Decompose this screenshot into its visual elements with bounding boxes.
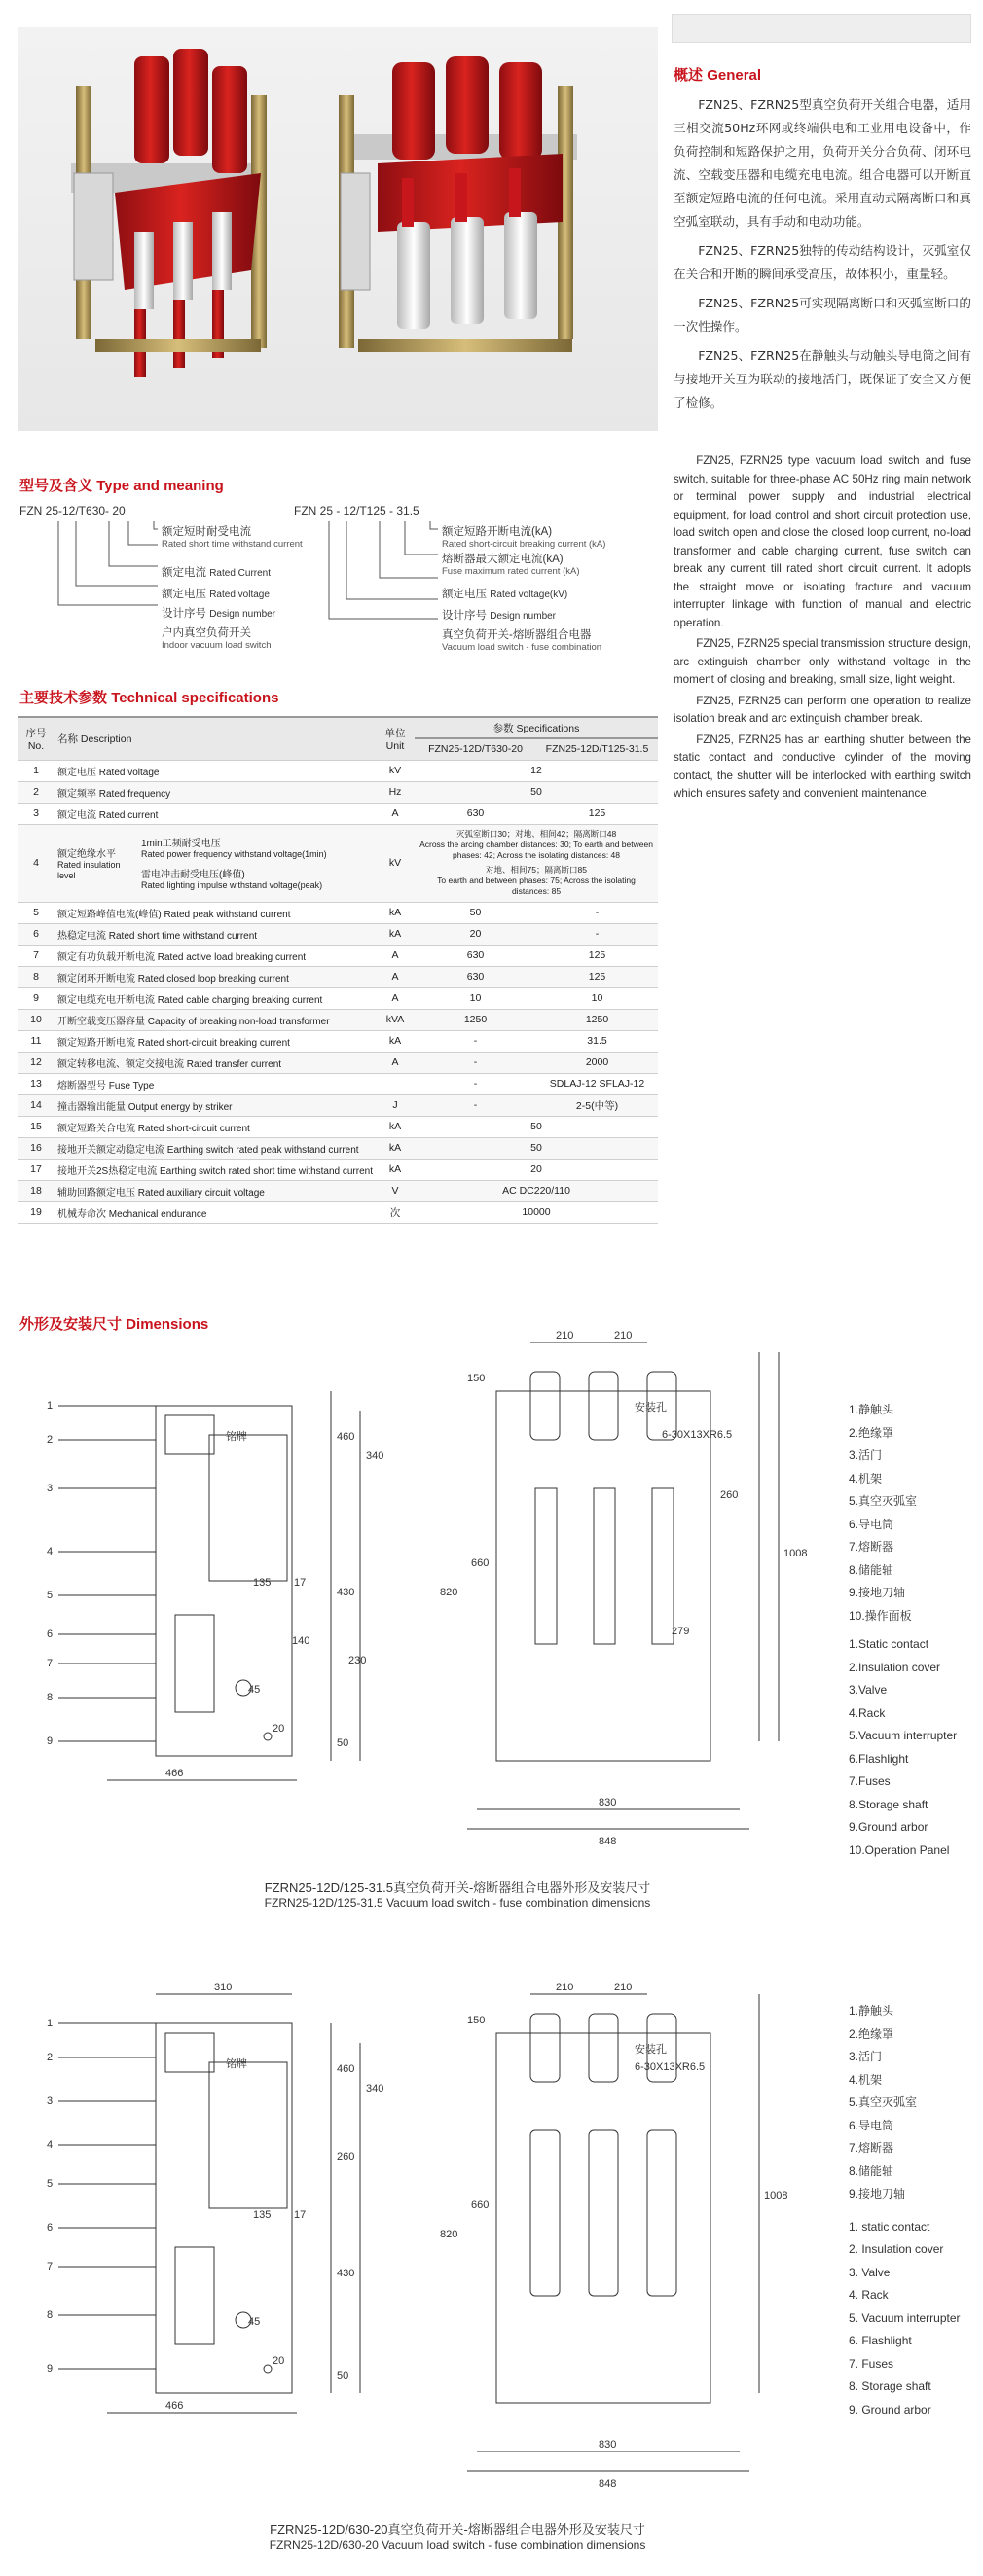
table-row [18, 803, 658, 824]
col-no: 序号 No. [18, 717, 55, 760]
legend-item: 2.绝缘罩 [849, 1425, 894, 1440]
dim-label: 660 [471, 1557, 490, 1569]
table-row [18, 1180, 658, 1201]
dim-label: 460 [337, 2063, 355, 2075]
row-unit: A [376, 803, 415, 824]
dim-label: 210 [556, 1330, 574, 1342]
row-name: 额定闭环开断电流 Rated closed loop breaking current [55, 966, 376, 987]
table-row [18, 781, 658, 803]
col-model-2: FZN25-12D/T125-31.5 [536, 738, 658, 760]
table-row [18, 1073, 658, 1094]
legend-item: 10.操作面板 [849, 1608, 912, 1623]
row-name: 额定电缆充电开断电流 Rated cable charging breaking current [55, 987, 376, 1009]
overview-cn-paragraph: FZN25、FZRN25在静触头与动触头导电筒之间有与接地开关互为联动的接地活门，既保证了安全又方便了检修。 [674, 348, 971, 410]
row-value: 50 [415, 781, 658, 803]
type-meaning-title-cn: 型号及含义 [19, 478, 93, 494]
switch-unit-left [71, 49, 267, 377]
row-value-2: 2-5(中等) [536, 1094, 658, 1116]
caption-en: FZRN25-12D/125-31.5 Vacuum load switch - fuse combination dimensions [264, 1896, 651, 1910]
svg-text:3: 3 [47, 2095, 54, 2107]
row-unit: kA [376, 1159, 415, 1180]
svg-text:9: 9 [47, 2363, 54, 2375]
svg-text:7: 7 [47, 1658, 54, 1669]
row-value: 10000 [415, 1201, 658, 1223]
overview-en-paragraph: FZN25, FZRN25 has an earthing shutter between the static contact and conductive cylinder of the moving contact, the shutter will be interlocked with earthing switch which ensures safety and convenient maintenance. [674, 733, 971, 800]
table-row [18, 1137, 658, 1159]
dim-label: 660 [471, 2200, 490, 2211]
dim-label: 260 [337, 2151, 355, 2163]
table-row-insulation [18, 824, 658, 902]
table-row [18, 1116, 658, 1137]
legend-item: 3.活门 [849, 2050, 883, 2063]
row-unit: kA [376, 902, 415, 923]
table-row [18, 1094, 658, 1116]
row-name: 热稳定电流 Rated short time withstand current [55, 923, 376, 945]
row-value: 20 [415, 1159, 658, 1180]
dim-label: 45 [248, 2316, 261, 2328]
row-name: 辅助回路额定电压 Rated auxiliary circuit voltage [55, 1180, 376, 1201]
row-value-1: 20 [415, 923, 536, 945]
row-name: 接地开关额定动稳定电流 Earthing switch rated peak withstand current [55, 1137, 376, 1159]
svg-text:6: 6 [47, 1628, 54, 1640]
row-value-1: 630 [415, 945, 536, 966]
table-row [18, 1030, 658, 1052]
type-left-item: 户内真空负荷开关 Indoor vacuum load switch [162, 627, 272, 651]
table-row [18, 902, 658, 923]
legend-item: 6.Flashlight [849, 1751, 909, 1766]
spec-title [19, 687, 278, 707]
dim-label: 20 [273, 2355, 285, 2367]
dim-label: 50 [337, 2370, 349, 2381]
product-photo [18, 27, 658, 431]
caption-cn: FZRN25-12D/125-31.5真空负荷开关-熔断器组合电器外形及安装尺寸 [264, 1880, 651, 1895]
legend-item: 3. Valve [849, 2265, 891, 2279]
row-unit: A [376, 1052, 415, 1073]
row-value-2: 125 [536, 803, 658, 824]
dim-label: 310 [214, 1982, 233, 1993]
row-unit: 次 [376, 1201, 415, 1223]
row-unit: A [376, 987, 415, 1009]
legend-item: 9.接地刀轴 [849, 2187, 906, 2200]
legend-item: 5. Vacuum interrupter [849, 2310, 961, 2325]
general-title-en: General [707, 67, 762, 84]
row-name: 额定电压 Rated voltage [55, 760, 376, 781]
table-row [18, 1009, 658, 1030]
row-value: 12 [415, 760, 658, 781]
legend-item: 3.活门 [849, 1449, 883, 1462]
row-name: 额定电流 Rated current [55, 803, 376, 824]
svg-text:4: 4 [47, 2139, 54, 2151]
header-bar [672, 14, 971, 43]
legend-item: 1.静触头 [849, 1403, 894, 1416]
overview-cn-paragraph: FZN25、FZRN25独特的传动结构设计，灭弧室仅在关合和开断的瞬间承受高压，故体积小，重量轻。 [674, 243, 971, 281]
svg-text:4: 4 [47, 1546, 54, 1557]
general-title [674, 64, 761, 85]
row-value-2: 125 [536, 945, 658, 966]
legend-item: 2.Insulation cover [849, 1660, 941, 1674]
row-unit: A [376, 966, 415, 987]
dim-label: 45 [248, 1684, 261, 1696]
type-left-item: 设计序号 Design number [162, 608, 276, 620]
legend-item: 9.Ground arbor [849, 1820, 928, 1834]
row-name: 接地开关2S热稳定电流 Earthing switch rated short time withstand current [55, 1159, 376, 1180]
row-no: 18 [18, 1180, 55, 1201]
legend-item: 1.静触头 [849, 2004, 894, 2018]
figure-caption-1 [234, 1878, 681, 1910]
table-row [18, 1052, 658, 1073]
svg-text:1: 1 [47, 2018, 54, 2029]
spec-table [18, 716, 658, 1224]
row-value-2: 1250 [536, 1009, 658, 1030]
row-value-2: 2000 [536, 1052, 658, 1073]
dimensions-title [19, 1313, 208, 1334]
overview-en [674, 452, 971, 806]
row-no: 19 [18, 1201, 55, 1223]
dim-label: 848 [599, 2478, 617, 2489]
row-unit: kA [376, 1137, 415, 1159]
legend-item: 4.Rack [849, 1705, 886, 1720]
dim-label: 1008 [783, 1548, 808, 1559]
dim-label: 820 [440, 1587, 458, 1598]
type-meaning-title [19, 475, 224, 495]
row-name: 熔断器型号 Fuse Type [55, 1073, 376, 1094]
table-row [18, 923, 658, 945]
svg-text:3: 3 [47, 1483, 54, 1494]
dim-label: 830 [599, 1797, 617, 1808]
dim-label: 430 [337, 2268, 355, 2279]
dim-label: 848 [599, 1836, 617, 1847]
type-right-item: 额定短路开断电流(kA) Rated short-circuit breaking current (kA) [442, 526, 606, 550]
row-value: 50 [415, 1137, 658, 1159]
caption-cn: FZRN25-12D/630-20真空负荷开关-熔断器组合电器外形及安装尺寸 [270, 2522, 645, 2537]
legend-item: 10.Operation Panel [849, 1843, 950, 1857]
svg-text:7: 7 [47, 2261, 54, 2272]
dim-label: 1008 [764, 2190, 788, 2201]
dim-label: 20 [273, 1723, 285, 1735]
dim-label: 17 [294, 2209, 307, 2221]
row-no: 1 [18, 760, 55, 781]
legend-item: 1. static contact [849, 2219, 930, 2234]
legend-item: 4.机架 [849, 2072, 883, 2087]
row-value-1: - [415, 1073, 536, 1094]
spec-title-cn: 主要技术参数 [19, 690, 108, 706]
table-row [18, 987, 658, 1009]
dim-label: 260 [720, 1489, 739, 1501]
row-no: 2 [18, 781, 55, 803]
row-value: AC DC220/110 [415, 1180, 658, 1201]
type-left-item: 额定电流 Rated Current [162, 567, 272, 579]
type-right-item: 设计序号 Design number [442, 610, 557, 622]
svg-text:9: 9 [47, 1735, 54, 1747]
legend-item: 4. Rack [849, 2288, 889, 2302]
dim-label: 430 [337, 1587, 355, 1598]
row-value-2: SDLAJ-12 SFLAJ-12 [536, 1073, 658, 1094]
row-name: 开断空载变压器容量 Capacity of breaking non-load transformer [55, 1009, 376, 1030]
dim-label: 210 [556, 1982, 574, 1993]
row-no: 13 [18, 1073, 55, 1094]
install-hole-label: 安装孔 [635, 1402, 667, 1413]
spec-table-body [18, 760, 658, 1223]
legend-item: 5.真空灭弧室 [849, 2095, 918, 2109]
table-row [18, 966, 658, 987]
row-no: 4 [18, 824, 55, 902]
col-param: 参数 Specifications [415, 717, 658, 738]
dim-label: 466 [165, 1768, 184, 1779]
caption-en: FZRN25-12D/630-20 Vacuum load switch - fuse combination dimensions [269, 2538, 646, 2552]
row-name: 额定短路开断电流 Rated short-circuit breaking current [55, 1030, 376, 1052]
type-right-item: 额定电压 Rated voltage(kV) [442, 589, 568, 600]
row-no: 10 [18, 1009, 55, 1030]
legend-item: 9.接地刀轴 [849, 1586, 906, 1599]
dim-label: 135 [253, 1577, 272, 1589]
hole-spec-label: 6-30X13XR6.5 [635, 2061, 706, 2073]
row-unit: kVA [376, 1009, 415, 1030]
row-unit: A [376, 945, 415, 966]
row-no: 8 [18, 966, 55, 987]
dim-label: 230 [348, 1655, 367, 1666]
row-no: 12 [18, 1052, 55, 1073]
svg-text:2: 2 [47, 1434, 54, 1446]
legend-item: 8.储能轴 [849, 1562, 894, 1577]
dim-label: 50 [337, 1737, 349, 1749]
legend-item: 7.熔断器 [849, 1540, 894, 1554]
overview-cn-paragraph: FZN25、FZRN25型真空负荷开关组合电器，适用三相交流50Hz环网或终端供电和工业用电设备中，作负荷控制和短路保护之用，负荷开关分合负荷、闭环电流、空载变压器和电缆充电电流。组合电器可以开断直至额定短路电流的任何电流。采用直动式隔离断口和真空弧室联动，具有手动和电动功能。 [674, 97, 971, 229]
row-value-2: 31.5 [536, 1030, 658, 1052]
legend-item: 6.导电筒 [849, 2118, 894, 2132]
figure-caption-2 [234, 2520, 681, 2552]
nameplate-label: 铭牌 [226, 1431, 247, 1443]
dimensions-title-cn: 外形及安装尺寸 [19, 1316, 123, 1333]
row-name: 额定有功负载开断电流 Rated active load breaking current [55, 945, 376, 966]
legend-1 [849, 1399, 957, 1862]
legend-item: 9. Ground arbor [849, 2402, 931, 2416]
type-right-item: 熔断器最大额定电流(kA) Fuse maximum rated current (kA) [442, 554, 580, 577]
nameplate-label: 铭牌 [226, 2058, 247, 2070]
overview-en-paragraph: FZN25, FZRN25 special transmission structure design, arc extinguish chamber only withstand voltage in the moment of closing and breaking, small size, light weight. [674, 637, 971, 686]
row-value: 50 [415, 1116, 658, 1137]
install-hole-label: 安装孔 [635, 2044, 667, 2056]
dim-label: 466 [165, 2400, 184, 2412]
table-row [18, 1201, 658, 1223]
dim-label: 150 [467, 2015, 486, 2026]
row-no: 7 [18, 945, 55, 966]
legend-item: 8. Storage shaft [849, 2379, 931, 2393]
overview-cn-paragraph: FZN25、FZRN25可实现隔离断口和灭弧室断口的一次性操作。 [674, 296, 971, 334]
legend-item: 2.绝缘罩 [849, 2026, 894, 2041]
row-no: 5 [18, 902, 55, 923]
load-switch-illustration [18, 27, 658, 431]
dimension-drawing-1 [39, 1330, 837, 1858]
row-name: 机械寿命次 Mechanical endurance [55, 1201, 376, 1223]
dim-label: 340 [366, 2083, 384, 2094]
legend-item: 8.Storage shaft [849, 1797, 928, 1811]
type-code-right: FZN 25 - 12/T125 - 31.5 [294, 504, 419, 518]
svg-text:6: 6 [47, 2222, 54, 2234]
row-name: 额定绝缘水平 Rated insulation level 1min工频耐受电压 Rated power frequency withstand voltage(1min) 雷电冲击耐受电压(峰值) Rated lighting impulse withstand voltage(peak) [55, 824, 376, 902]
row-no: 16 [18, 1137, 55, 1159]
row-unit: J [376, 1094, 415, 1116]
svg-text:5: 5 [47, 1590, 54, 1601]
dim-label: 140 [292, 1635, 310, 1647]
dim-label: 210 [614, 1330, 633, 1342]
row-value-1: 1250 [415, 1009, 536, 1030]
row-unit: Hz [376, 781, 415, 803]
table-row [18, 945, 658, 966]
type-left-item: 额定短时耐受电流 Rated short time withstand current [162, 526, 303, 550]
type-code-left: FZN 25-12/T630- 20 [19, 504, 126, 518]
row-name: 额定转移电流、额定交接电流 Rated transfer current [55, 1052, 376, 1073]
legend-item: 6.导电筒 [849, 1517, 894, 1531]
overview-cn [674, 93, 971, 420]
type-left-item: 额定电压 Rated voltage [162, 589, 270, 600]
row-no: 14 [18, 1094, 55, 1116]
dim-label: 340 [366, 1450, 384, 1462]
legend-item: 2. Insulation cover [849, 2242, 944, 2256]
row-value-1: - [415, 1094, 536, 1116]
row-value-2: 10 [536, 987, 658, 1009]
legend-item: 8.储能轴 [849, 2164, 894, 2178]
legend-item: 5.Vacuum interrupter [849, 1729, 958, 1742]
svg-text:8: 8 [47, 1692, 54, 1703]
svg-text:8: 8 [47, 2309, 54, 2321]
overview-en-paragraph: FZN25, FZRN25 can perform one operation to realize isolation break and arc extinguish chamber break. [674, 694, 971, 725]
hole-spec-label: 6-30X13XR6.5 [662, 1429, 733, 1441]
row-value-2: - [536, 923, 658, 945]
row-unit: V [376, 1180, 415, 1201]
svg-text:5: 5 [47, 2178, 54, 2190]
col-model-1: FZN25-12D/T630-20 [415, 738, 536, 760]
type-right-item: 真空负荷开关-熔断器组合电器 Vacuum load switch - fuse combination [442, 629, 602, 653]
dim-label: 135 [253, 2209, 272, 2221]
dimensions-title-en: Dimensions [126, 1316, 209, 1333]
row-no: 15 [18, 1116, 55, 1137]
row-name: 额定短路关合电流 Rated short-circuit current [55, 1116, 376, 1137]
dim-label: 830 [599, 2439, 617, 2451]
legend-item: 3.Valve [849, 1683, 888, 1697]
row-value-2: - [536, 902, 658, 923]
legend-item: 5.真空灭弧室 [849, 1494, 918, 1508]
svg-text:2: 2 [47, 2052, 54, 2063]
table-row [18, 1159, 658, 1180]
row-unit: kV [376, 824, 415, 902]
row-value-1: - [415, 1030, 536, 1052]
dim-label: 820 [440, 2229, 458, 2240]
dim-label: 279 [672, 1626, 690, 1637]
legend-2 [849, 2000, 961, 2421]
legend-item: 6. Flashlight [849, 2334, 912, 2347]
row-unit [376, 1073, 415, 1094]
col-unit: 单位 Unit [376, 717, 415, 760]
spec-title-en: Technical specifications [111, 690, 279, 706]
dim-label: 150 [467, 1373, 486, 1384]
svg-text:1: 1 [47, 1400, 54, 1412]
row-no: 9 [18, 987, 55, 1009]
row-value: 灭弧室断口30；对地、相间42；隔离断口48 Across the arcing chamber distances: 30; To earth and between phases: 42; Across the isolating distances: 48 对地、相间75；隔离断口85 To earth and between phases: 75; Across the isolating distances: 85 [415, 824, 658, 902]
row-name: 额定短路峰值电流(峰值) Rated peak withstand current [55, 902, 376, 923]
legend-item: 1.Static contact [849, 1637, 929, 1651]
row-no: 3 [18, 803, 55, 824]
legend-item: 7.熔断器 [849, 2141, 894, 2155]
dim-label: 210 [614, 1982, 633, 1993]
dim-label: 17 [294, 1577, 307, 1589]
general-title-cn: 概述 [674, 67, 704, 84]
row-value-1: 630 [415, 803, 536, 824]
overview-en-paragraph: FZN25, FZRN25 type vacuum load switch and fuse switch, suitable for three-phase AC 50Hz ring main network or terminal power supply and industrial electrical equipment, for load control and short circuit protection use, load switch open and close the closed loop current, no-load transformer and cable charging current, fuse switch can break any current till rated short circuit current. It adopts the straight move or isolating fracture and vacuum interrupter linkage with function of manual and electric operation. [674, 454, 971, 629]
row-unit: kA [376, 1116, 415, 1137]
legend-item: 7. Fuses [849, 2356, 894, 2371]
dimension-drawing-2 [39, 1982, 837, 2500]
row-name: 额定频率 Rated frequency [55, 781, 376, 803]
row-value-2: 125 [536, 966, 658, 987]
row-unit: kV [376, 760, 415, 781]
switch-unit-right [339, 56, 577, 352]
row-value-1: 10 [415, 987, 536, 1009]
row-unit: kA [376, 923, 415, 945]
row-name: 撞击器输出能量 Output energy by striker [55, 1094, 376, 1116]
row-no: 6 [18, 923, 55, 945]
row-value-1: 50 [415, 902, 536, 923]
row-value-1: - [415, 1052, 536, 1073]
legend-item: 7.Fuses [849, 1774, 891, 1788]
row-unit: kA [376, 1030, 415, 1052]
row-value-1: 630 [415, 966, 536, 987]
table-row [18, 760, 658, 781]
row-no: 17 [18, 1159, 55, 1180]
legend-item: 4.机架 [849, 1471, 883, 1485]
col-name: 名称 Description [55, 717, 376, 760]
dim-label: 460 [337, 1431, 355, 1443]
type-meaning-title-en: Type and meaning [96, 478, 224, 494]
row-no: 11 [18, 1030, 55, 1052]
